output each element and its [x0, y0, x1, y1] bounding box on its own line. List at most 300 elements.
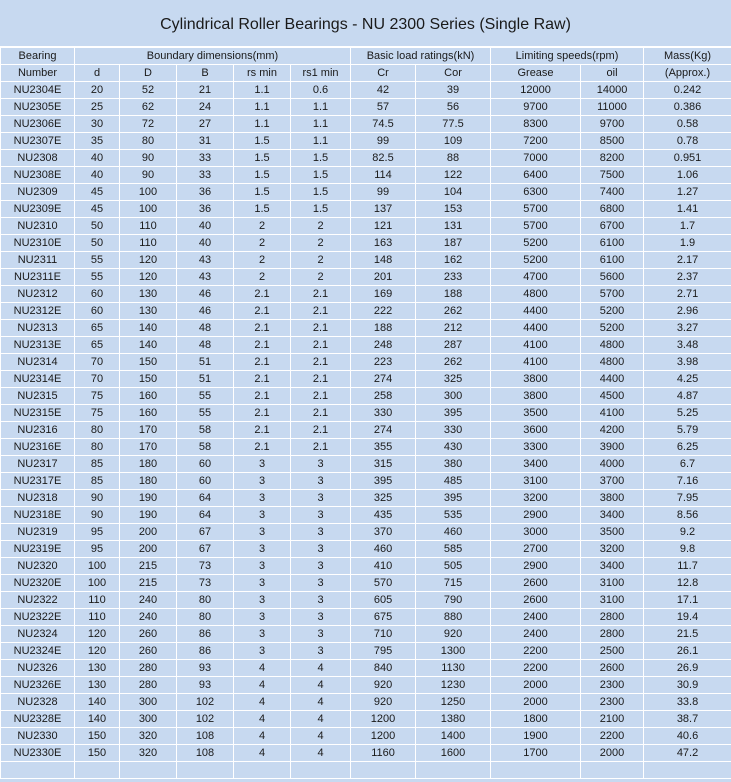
table-cell: NU2319E [1, 541, 75, 558]
table-cell: 274 [351, 371, 416, 388]
table-cell: NU2312 [1, 286, 75, 303]
table-row [1, 592, 731, 609]
table-cell: 8500 [581, 133, 644, 150]
table-cell: 215 [120, 575, 177, 592]
table-cell: 67 [177, 541, 234, 558]
table-cell: NU2319 [1, 524, 75, 541]
table-cell: 262 [416, 303, 491, 320]
table-cell: 1800 [491, 711, 581, 728]
table-cell: 0.6 [291, 82, 351, 99]
table-cell: 3 [291, 490, 351, 507]
table-cell: 7.95 [644, 490, 731, 507]
table-cell: 1.5 [234, 150, 291, 167]
table-cell: 30 [75, 116, 120, 133]
table-row [1, 218, 731, 235]
table-cell: 3500 [581, 524, 644, 541]
table-cell: 55 [177, 388, 234, 405]
table-cell: 3.98 [644, 354, 731, 371]
table-cell: 3200 [491, 490, 581, 507]
table-cell: 140 [75, 711, 120, 728]
table-cell: 4400 [581, 371, 644, 388]
table-cell: 1.1 [291, 133, 351, 150]
table-cell: 1200 [351, 711, 416, 728]
table-cell: 50 [75, 218, 120, 235]
table-cell: 485 [416, 473, 491, 490]
table-cell: 355 [351, 439, 416, 456]
header-boundary-dimensions: Boundary dimensions(mm) [75, 48, 351, 65]
header-d: d [75, 65, 120, 82]
table-cell: 274 [351, 422, 416, 439]
table-cell: 3400 [491, 456, 581, 473]
table-cell: 223 [351, 354, 416, 371]
header-basic-load-ratings: Basic load ratings(kN) [351, 48, 491, 65]
table-cell: 4800 [581, 354, 644, 371]
table-cell [120, 762, 177, 779]
table-cell: 26.9 [644, 660, 731, 677]
table-cell: 2.1 [234, 439, 291, 456]
table-cell: NU2309 [1, 184, 75, 201]
table-cell: 325 [351, 490, 416, 507]
table-cell: 4100 [491, 337, 581, 354]
table-cell: 17.1 [644, 592, 731, 609]
table-cell: 1900 [491, 728, 581, 745]
table-cell: 25 [75, 99, 120, 116]
table-row [1, 507, 731, 524]
table-cell: NU2328E [1, 711, 75, 728]
table-cell: NU2314E [1, 371, 75, 388]
table-cell: 3600 [491, 422, 581, 439]
table-cell: 2.96 [644, 303, 731, 320]
table-cell: NU2324 [1, 626, 75, 643]
table-row [1, 456, 731, 473]
table-row [1, 609, 731, 626]
table-row [1, 694, 731, 711]
table-cell: 2400 [491, 626, 581, 643]
table-cell: 0.58 [644, 116, 731, 133]
table-cell: 1600 [416, 745, 491, 762]
table-cell: 3800 [491, 371, 581, 388]
table-cell: 7200 [491, 133, 581, 150]
table-cell: 2.1 [291, 371, 351, 388]
table-cell: 95 [75, 524, 120, 541]
table-cell: NU2311 [1, 252, 75, 269]
table-row [1, 541, 731, 558]
table-row [1, 286, 731, 303]
table-row [1, 728, 731, 745]
table-cell: 56 [416, 99, 491, 116]
table-cell [177, 762, 234, 779]
table-cell: 0.386 [644, 99, 731, 116]
header-rs1-min: rs1 min [291, 65, 351, 82]
table-cell: 7500 [581, 167, 644, 184]
table-cell: 8300 [491, 116, 581, 133]
table-cell: 280 [120, 660, 177, 677]
table-cell: 3800 [491, 388, 581, 405]
table-cell: 2000 [491, 694, 581, 711]
table-cell: 0.78 [644, 133, 731, 150]
table-cell: 2.1 [291, 388, 351, 405]
table-cell: 12000 [491, 82, 581, 99]
page-title: Cylindrical Roller Bearings - NU 2300 Series (Single Raw) [0, 0, 731, 47]
table-cell: 585 [416, 541, 491, 558]
table-cell: 380 [416, 456, 491, 473]
table-cell: 27 [177, 116, 234, 133]
table-row [1, 235, 731, 252]
table-cell: 82.5 [351, 150, 416, 167]
table-cell: NU2330E [1, 745, 75, 762]
table-cell: 122 [416, 167, 491, 184]
table-cell: 3400 [581, 507, 644, 524]
table-cell: 2000 [491, 677, 581, 694]
table-cell: NU2311E [1, 269, 75, 286]
table-cell: 0.951 [644, 150, 731, 167]
table-cell: 3.48 [644, 337, 731, 354]
table-cell: NU2313E [1, 337, 75, 354]
table-cell: 130 [120, 286, 177, 303]
table-cell: 6300 [491, 184, 581, 201]
table-cell: NU2310E [1, 235, 75, 252]
table-cell: NU2318E [1, 507, 75, 524]
table-cell: 7400 [581, 184, 644, 201]
table-cell: 4 [291, 745, 351, 762]
table-cell: 67 [177, 524, 234, 541]
table-cell: 4800 [581, 337, 644, 354]
table-cell: NU2320E [1, 575, 75, 592]
table-cell: 4400 [491, 303, 581, 320]
table-cell: 104 [416, 184, 491, 201]
table-cell: 2 [234, 269, 291, 286]
table-cell: 4800 [491, 286, 581, 303]
table-cell: 315 [351, 456, 416, 473]
table-row [1, 626, 731, 643]
table-cell: 55 [75, 252, 120, 269]
header-mass: Mass(Kg) [644, 48, 731, 65]
table-cell: 2.17 [644, 252, 731, 269]
table-cell: 39 [416, 82, 491, 99]
table-cell: 80 [177, 609, 234, 626]
table-cell: NU2308 [1, 150, 75, 167]
table-cell: 73 [177, 575, 234, 592]
table-cell: 2.1 [291, 354, 351, 371]
table-cell: 60 [177, 473, 234, 490]
table-cell: 62 [120, 99, 177, 116]
table-cell: 137 [351, 201, 416, 218]
table-cell: 75 [75, 405, 120, 422]
table-cell: 43 [177, 252, 234, 269]
table-cell: 1.5 [234, 184, 291, 201]
table-cell: 920 [351, 694, 416, 711]
table-row [1, 184, 731, 201]
table-cell: 3 [234, 507, 291, 524]
table-cell: 12.8 [644, 575, 731, 592]
table-cell: 2 [234, 235, 291, 252]
table-cell: 2 [291, 218, 351, 235]
table-cell: 840 [351, 660, 416, 677]
table-cell: 33 [177, 150, 234, 167]
table-cell: 40 [177, 218, 234, 235]
table-cell: 880 [416, 609, 491, 626]
table-row [1, 388, 731, 405]
table-row [1, 252, 731, 269]
table-cell: 7.16 [644, 473, 731, 490]
table-cell: NU2315 [1, 388, 75, 405]
table-cell: 3700 [581, 473, 644, 490]
table-cell: NU2324E [1, 643, 75, 660]
table-cell: 148 [351, 252, 416, 269]
table-cell: 24 [177, 99, 234, 116]
table-cell: 2600 [491, 592, 581, 609]
table-cell: 42 [351, 82, 416, 99]
table-cell: 2.1 [291, 286, 351, 303]
table-cell: NU2313 [1, 320, 75, 337]
table-cell: 150 [75, 745, 120, 762]
table-cell: NU2306E [1, 116, 75, 133]
table-cell: 9700 [581, 116, 644, 133]
table-cell: 1.5 [234, 133, 291, 150]
table-cell: 110 [75, 609, 120, 626]
table-cell: 1.5 [291, 184, 351, 201]
table-cell: 14000 [581, 82, 644, 99]
table-cell [644, 762, 731, 779]
table-cell: 40 [75, 167, 120, 184]
table-cell: 3000 [491, 524, 581, 541]
table-cell: 6100 [581, 252, 644, 269]
table-cell: 51 [177, 371, 234, 388]
table-cell: 4 [234, 745, 291, 762]
table-cell: 2.1 [234, 405, 291, 422]
table-cell: 2 [234, 218, 291, 235]
table-cell: 2.1 [234, 320, 291, 337]
table-cell: 90 [120, 150, 177, 167]
table-cell: 260 [120, 643, 177, 660]
table-cell: 140 [75, 694, 120, 711]
table-cell: 180 [120, 473, 177, 490]
table-cell: 1.5 [234, 167, 291, 184]
table-row [1, 473, 731, 490]
table-cell: 45 [75, 184, 120, 201]
table-cell: 4 [234, 694, 291, 711]
table-cell: 1200 [351, 728, 416, 745]
table-cell: 1.5 [234, 201, 291, 218]
table-cell: 45 [75, 201, 120, 218]
table-cell: 1230 [416, 677, 491, 694]
table-cell: 2400 [491, 609, 581, 626]
table-cell: 38.7 [644, 711, 731, 728]
table-cell: 33 [177, 167, 234, 184]
table-cell: 200 [120, 541, 177, 558]
table-cell: 300 [416, 388, 491, 405]
table-cell: 88 [416, 150, 491, 167]
table-cell: 1.1 [234, 116, 291, 133]
table-cell: 605 [351, 592, 416, 609]
table-cell: 4 [234, 677, 291, 694]
table-cell: 3 [291, 507, 351, 524]
table-cell: 3 [291, 643, 351, 660]
table-cell: 190 [120, 507, 177, 524]
table-cell: NU2312E [1, 303, 75, 320]
table-cell: 795 [351, 643, 416, 660]
table-cell [416, 762, 491, 779]
table-cell: 150 [120, 371, 177, 388]
table-row [1, 99, 731, 116]
table-cell: 3400 [581, 558, 644, 575]
table-cell [291, 762, 351, 779]
table-cell: 19.4 [644, 609, 731, 626]
table-cell: 140 [120, 320, 177, 337]
table-cell: 100 [120, 201, 177, 218]
table-cell: 4400 [491, 320, 581, 337]
table-cell: 86 [177, 626, 234, 643]
header-bearing: Bearing [1, 48, 75, 65]
table-cell: 43 [177, 269, 234, 286]
table-cell: 72 [120, 116, 177, 133]
table-cell: 2.1 [291, 439, 351, 456]
table-cell: 153 [416, 201, 491, 218]
table-cell: 2.1 [234, 371, 291, 388]
header-limiting-speeds: Limiting speeds(rpm) [491, 48, 644, 65]
table-cell: 3 [234, 626, 291, 643]
table-cell: 262 [416, 354, 491, 371]
table-row [1, 303, 731, 320]
table-cell: 121 [351, 218, 416, 235]
table-cell: 2600 [491, 575, 581, 592]
table-cell: 80 [75, 422, 120, 439]
table-cell: 180 [120, 456, 177, 473]
table-cell: 320 [120, 745, 177, 762]
table-cell: 120 [120, 269, 177, 286]
table-cell: 460 [416, 524, 491, 541]
table-cell: 330 [416, 422, 491, 439]
table-cell: 1.1 [234, 82, 291, 99]
table-cell: 2300 [581, 694, 644, 711]
table-cell: 2.1 [291, 320, 351, 337]
table-row [1, 337, 731, 354]
table-cell: 188 [351, 320, 416, 337]
table-cell: 57 [351, 99, 416, 116]
table-cell: 2700 [491, 541, 581, 558]
table-cell: 3 [291, 575, 351, 592]
table-cell: 70 [75, 371, 120, 388]
table-cell: 2.1 [291, 337, 351, 354]
table-cell: 320 [120, 728, 177, 745]
table-cell: 3200 [581, 541, 644, 558]
table-cell: 2 [234, 252, 291, 269]
table-row [1, 269, 731, 286]
table-cell: 162 [416, 252, 491, 269]
table-cell: 2300 [581, 677, 644, 694]
table-cell: 2.1 [234, 422, 291, 439]
table-cell: 35 [75, 133, 120, 150]
table-body [1, 82, 731, 779]
table-cell: 8200 [581, 150, 644, 167]
table-cell: 5.25 [644, 405, 731, 422]
table-cell: 2900 [491, 558, 581, 575]
table-cell: 2.71 [644, 286, 731, 303]
table-row [1, 150, 731, 167]
table-cell: 120 [120, 252, 177, 269]
table-cell: 55 [177, 405, 234, 422]
table-cell: 370 [351, 524, 416, 541]
table-cell: 110 [75, 592, 120, 609]
table-cell: 55 [75, 269, 120, 286]
table-cell: 6700 [581, 218, 644, 235]
table-row [1, 422, 731, 439]
table-cell: NU2330 [1, 728, 75, 745]
table-cell: 114 [351, 167, 416, 184]
table-row [1, 745, 731, 762]
table-cell: 3800 [581, 490, 644, 507]
table-cell: 395 [351, 473, 416, 490]
table-cell: NU2316 [1, 422, 75, 439]
table-cell: 2600 [581, 660, 644, 677]
table-cell: 395 [416, 490, 491, 507]
table-cell: NU2317 [1, 456, 75, 473]
table-cell: 110 [120, 218, 177, 235]
table-cell: 4 [234, 711, 291, 728]
table-cell: 36 [177, 201, 234, 218]
table-cell: 48 [177, 320, 234, 337]
table-cell: 233 [416, 269, 491, 286]
table-cell: 4 [291, 660, 351, 677]
table-cell: 3100 [491, 473, 581, 490]
table-cell: 6100 [581, 235, 644, 252]
table-cell: 3 [234, 456, 291, 473]
table-cell: 325 [416, 371, 491, 388]
table-cell: 3 [291, 524, 351, 541]
header-number: Number [1, 65, 75, 82]
table-cell: 4000 [581, 456, 644, 473]
table-cell: 80 [120, 133, 177, 150]
table-cell: 1400 [416, 728, 491, 745]
header-B: B [177, 65, 234, 82]
table-cell: 109 [416, 133, 491, 150]
table-cell: 99 [351, 133, 416, 150]
table-cell [234, 762, 291, 779]
table-cell: 287 [416, 337, 491, 354]
table-cell: 85 [75, 456, 120, 473]
table-cell: NU2304E [1, 82, 75, 99]
table-cell: 120 [75, 626, 120, 643]
table-cell: 330 [351, 405, 416, 422]
table-cell: 93 [177, 660, 234, 677]
table-cell: NU2308E [1, 167, 75, 184]
table-cell: 3 [234, 524, 291, 541]
table-cell: 280 [120, 677, 177, 694]
table-cell: 2800 [581, 626, 644, 643]
table-cell: 150 [75, 728, 120, 745]
table-cell: 2200 [491, 643, 581, 660]
table-cell: 1300 [416, 643, 491, 660]
table-cell: 169 [351, 286, 416, 303]
table-cell: 1.5 [291, 150, 351, 167]
table-cell: 410 [351, 558, 416, 575]
table-cell: 9.2 [644, 524, 731, 541]
table-row [1, 660, 731, 677]
table-cell: 2000 [581, 745, 644, 762]
table-cell: 65 [75, 320, 120, 337]
table-cell: NU2315E [1, 405, 75, 422]
table-cell: 920 [416, 626, 491, 643]
table-row [1, 371, 731, 388]
header-approx: (Approx.) [644, 65, 731, 82]
table-cell: 26.1 [644, 643, 731, 660]
table-cell: 5700 [491, 201, 581, 218]
table-cell: 51 [177, 354, 234, 371]
table-row [1, 524, 731, 541]
table-cell: 188 [416, 286, 491, 303]
table-cell: 258 [351, 388, 416, 405]
table-cell: NU2310 [1, 218, 75, 235]
